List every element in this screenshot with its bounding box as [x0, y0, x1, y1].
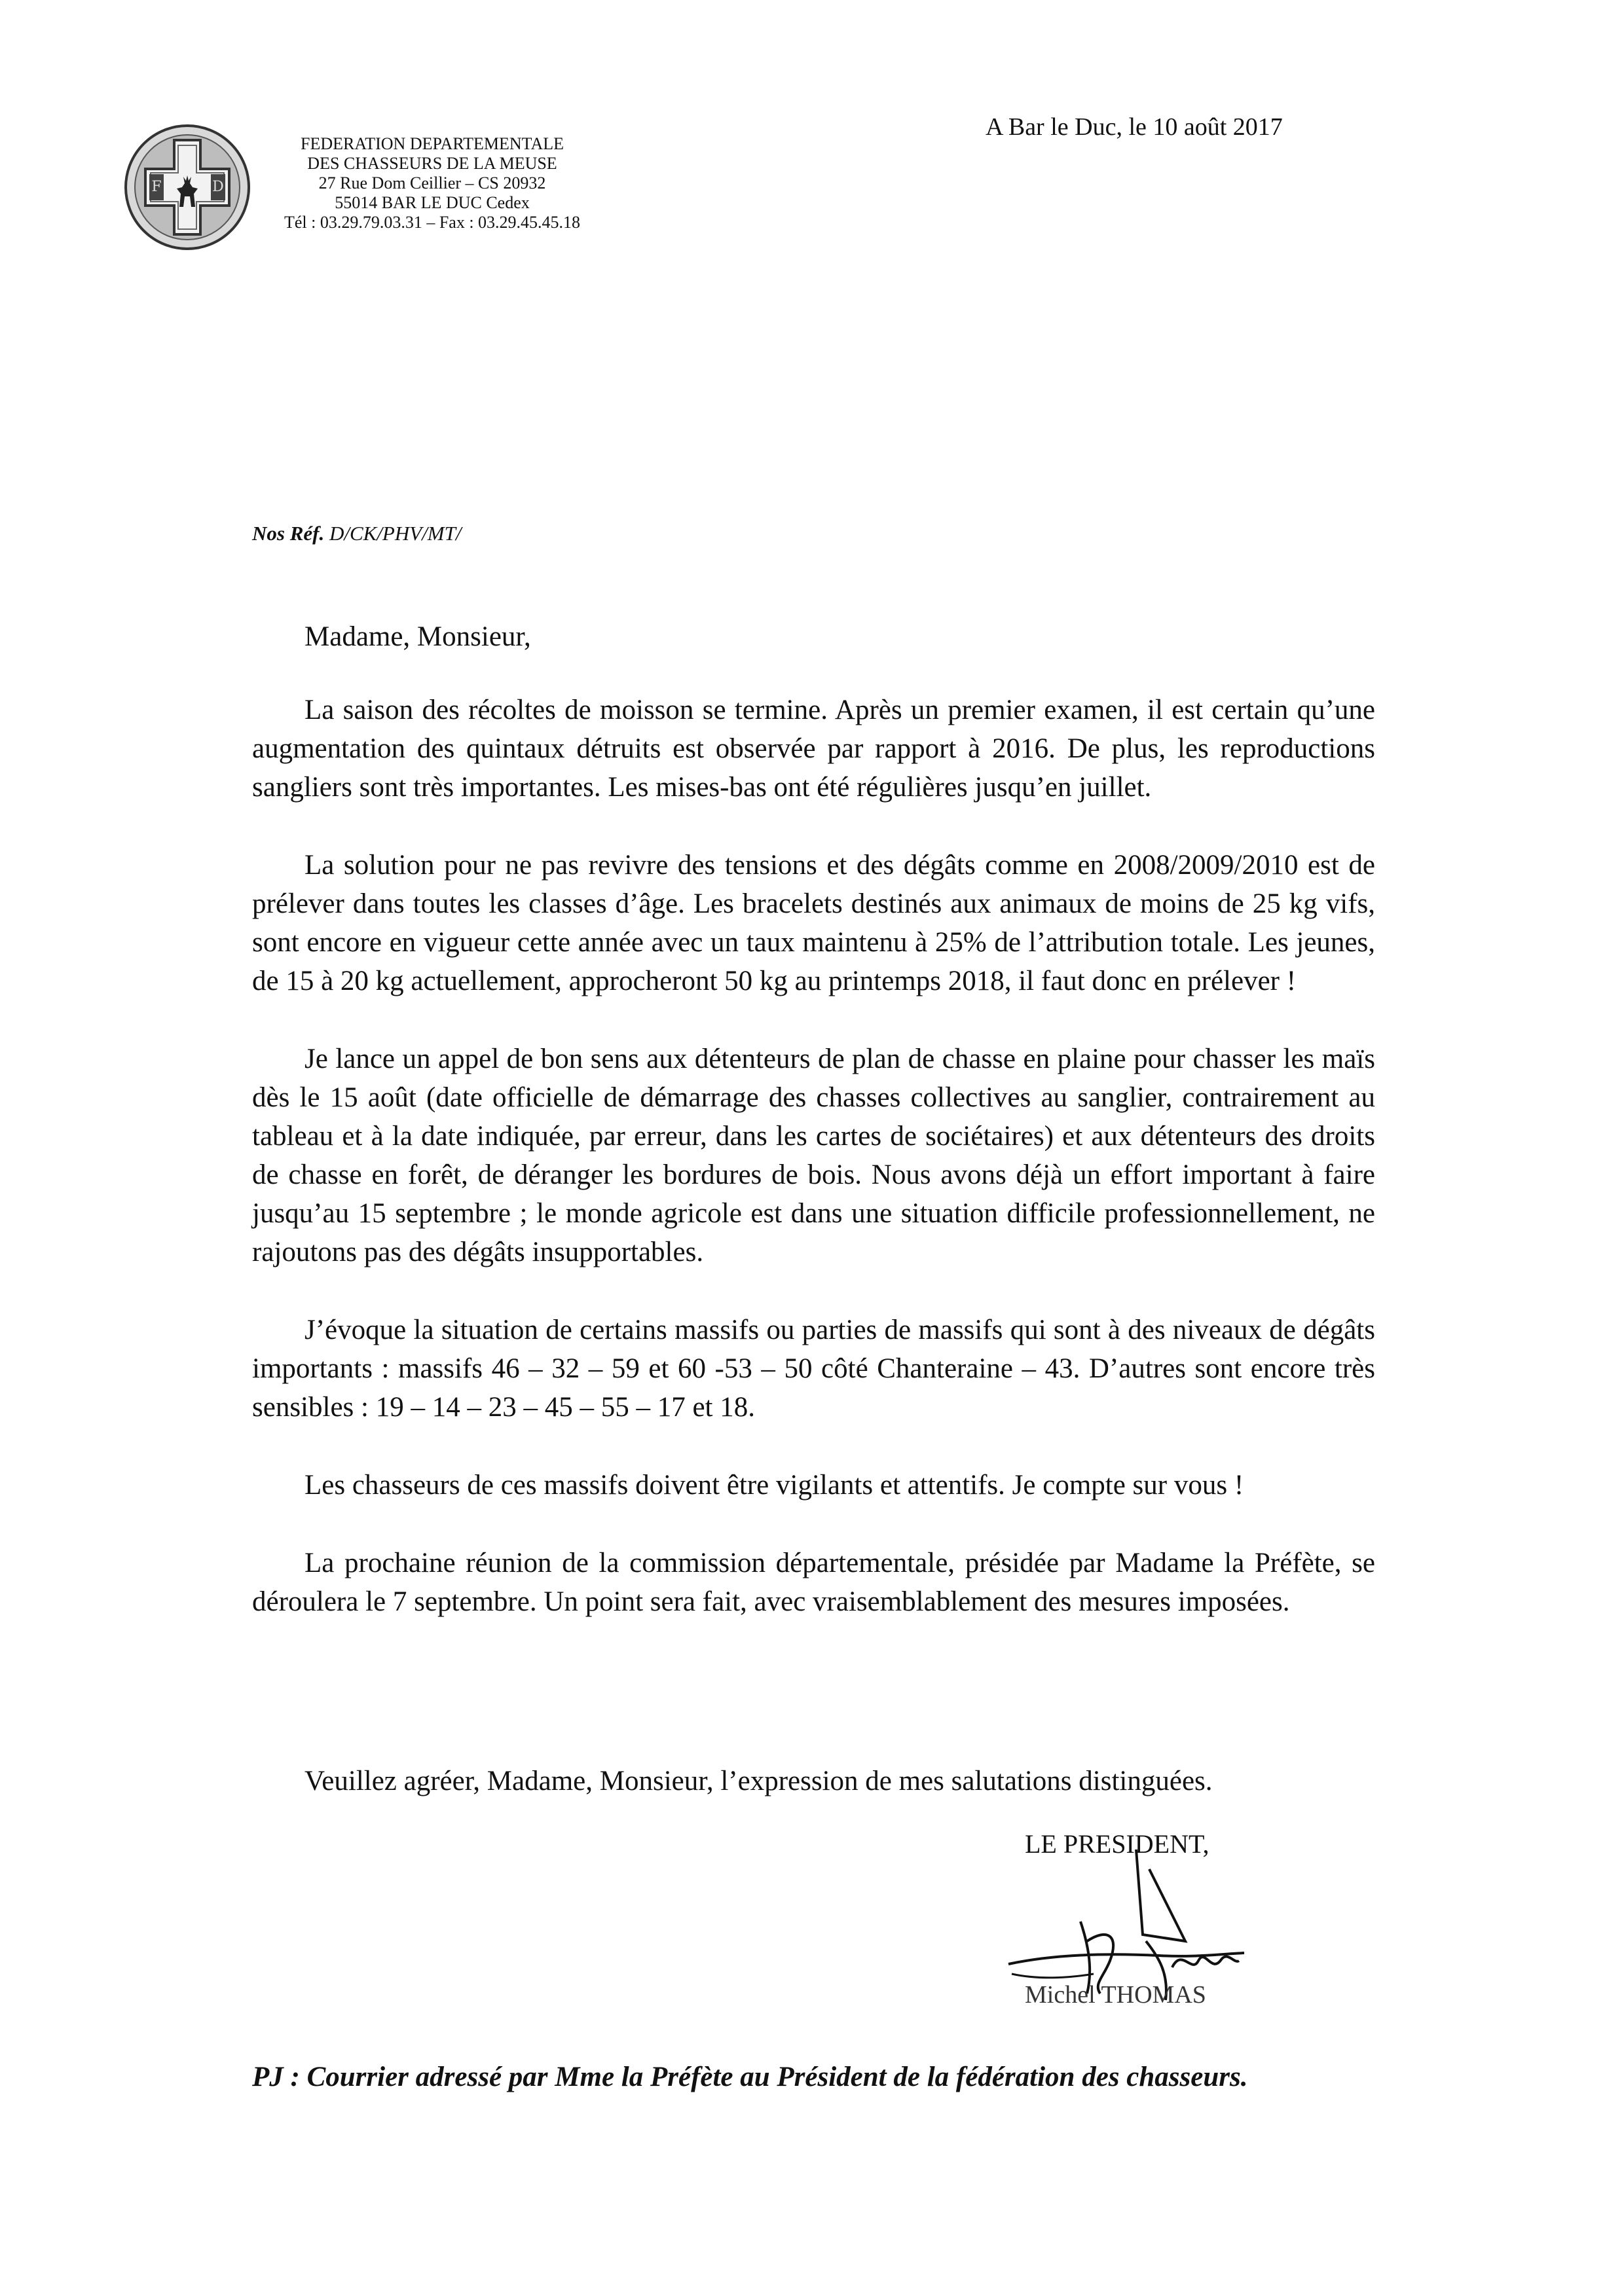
federation-emblem-logo [123, 123, 251, 251]
sender-line: 55014 BAR LE DUC Cedex [335, 193, 530, 212]
sender-line: FEDERATION DEPARTEMENTALE [301, 134, 564, 153]
svg-text:D: D [212, 179, 224, 195]
signatory-name: Michel THOMAS [1025, 1981, 1206, 2009]
reference-label: Nos Réf. [252, 522, 325, 545]
signatory-title: LE PRESIDENT, [1025, 1829, 1209, 1859]
sender-line: 27 Rue Dom Ceillier – CS 20932 [318, 173, 546, 192]
salutation: Madame, Monsieur, [304, 621, 531, 652]
closing-formula: Veuillez agréer, Madame, Monsieur, l’expression de mes salutations distinguées. [304, 1766, 1213, 1796]
svg-text:F: F [151, 179, 162, 195]
sender-line: Tél : 03.29.79.03.31 – Fax : 03.29.45.45.18 [284, 213, 581, 232]
body-paragraph: Les chasseurs de ces massifs doivent être vigilants et attentifs. Je compte sur vous ! [304, 1470, 1244, 1501]
body-paragraph: La solution pour ne pas revivre des tensions et des dégâts comme en 2008/2009/2010 est de prélever dans toutes les classes d’âge. Les bracelets destinés aux animaux de moins de 25 kg vifs, sont encore en vigueur cette année avec un taux maintenu à 25% de l’attribution totale. Les jeunes, de 15 à 20 kg actuellement, approcheront 50 kg au printemps 2018, il faut donc en prélever ! [252, 850, 1375, 996]
body-paragraph: La saison des récoltes de moisson se termine. Après un premier examen, il est certain qu’une augmentation des quintaux détruits est observée par rapport à 2016. De plus, les reproductions sangliers sont très importantes. Les mises-bas ont été régulières jusqu’en juillet. [252, 695, 1375, 803]
sender-line: DES CHASSEURS DE LA MEUSE [307, 154, 557, 173]
letter-body [252, 691, 1375, 1660]
body-paragraph: J’évoque la situation de certains massifs ou parties de massifs qui sont à des niveaux de dégâts importants : massifs 46 – 32 – 59 et 60 -53 – 50 côté Chanteraine – 43. D’autres sont encore très sensibles : 19 – 14 – 23 – 45 – 55 – 17 et 18. [252, 1315, 1375, 1423]
reference-line [252, 522, 461, 545]
body-paragraph: La prochaine réunion de la commission départementale, présidée par Madame la Préfète, se déroulera le 7 septembre. Un point sera fait, avec vraisemblablement des mesures imposées. [252, 1548, 1375, 1617]
sender-address-block [262, 134, 602, 232]
attachment-note: PJ : Courrier adressé par Mme la Préfète au Président de la fédération des chasseurs. [252, 2062, 1248, 2092]
letter-date: A Bar le Duc, le 10 août 2017 [986, 113, 1283, 141]
reference-value: D/CK/PHV/MT/ [329, 522, 462, 545]
body-paragraph: Je lance un appel de bon sens aux détenteurs de plan de chasse en plaine pour chasser les maïs dès le 15 août (date officielle de démarrage des chasses collectives au sanglier, contrairement au tableau et à la date indiquée, par erreur, dans les cartes de sociétaires) et aux détenteurs des droits de chasse en forêt, de déranger les bordures de bois. Nous avons déjà un effort important à faire jusqu’au 15 septembre ; le monde agricole est dans une situation difficile professionnellement, ne rajoutons pas des dégâts insupportables. [252, 1044, 1375, 1267]
